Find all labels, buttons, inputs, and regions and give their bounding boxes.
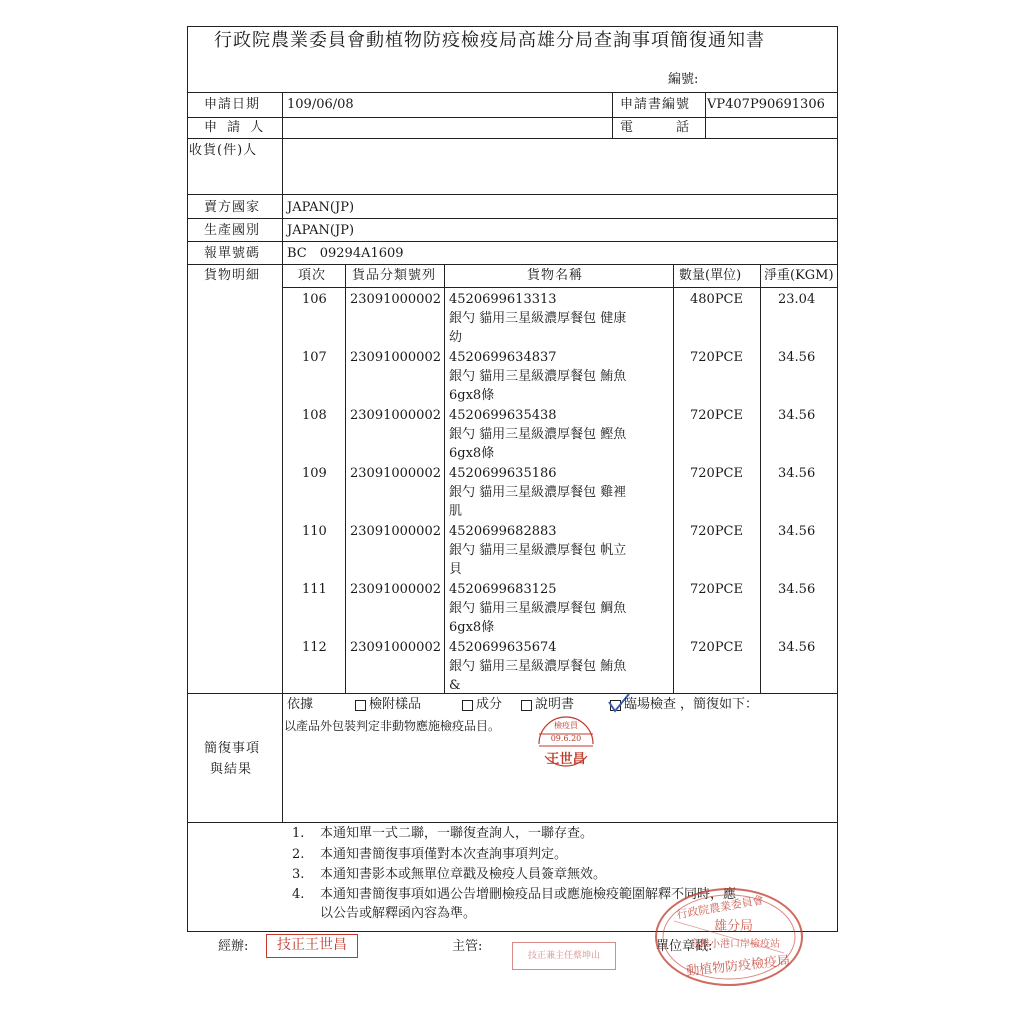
row-quantity: 720PCE <box>690 466 743 481</box>
checkbox-ingredients[interactable] <box>462 700 473 711</box>
row-item: 109 <box>302 466 327 481</box>
row-net-weight: 34.56 <box>778 350 816 365</box>
note-text: 本通知書簡復事項如遇公告增刪檢疫品目或應施檢疫範圍解釋不同時，應 <box>320 887 737 902</box>
row-name-line: 銀勺 貓用三星級濃厚餐包 鮪魚 <box>449 659 627 674</box>
form-number-value: VP407P90691306 <box>707 97 825 112</box>
note-number: 4. <box>292 887 305 902</box>
row-net-weight: 34.56 <box>778 408 816 423</box>
row-name-line: 4520699635438 <box>449 408 557 423</box>
row-net-weight: 34.56 <box>778 466 816 481</box>
date-stamp-name: 王世昌 <box>546 752 586 767</box>
row-quantity: 720PCE <box>690 350 743 365</box>
row-name-line: 貝 <box>449 562 463 577</box>
row-name-line: 6gx8條 <box>449 620 495 635</box>
note-text: 本通知書簡復事項僅對本次查詢事項判定。 <box>320 847 568 862</box>
row-net-weight: 34.56 <box>778 582 816 597</box>
row-item: 111 <box>302 582 327 597</box>
rule <box>760 264 761 693</box>
note-number: 2. <box>292 847 305 862</box>
seal-line: 高雄小港口岸檢疫站 <box>690 939 780 950</box>
rule <box>187 92 838 93</box>
row-name-line: 6gx8條 <box>449 446 495 461</box>
note-text-continued: 以公告或解釋函內容為準。 <box>320 906 477 921</box>
row-name-line: 銀勺 貓用三星級濃厚餐包 鰹魚 <box>449 427 627 442</box>
row-item: 112 <box>302 640 327 655</box>
rule <box>612 92 613 138</box>
rule <box>187 693 838 694</box>
row-quantity: 720PCE <box>690 524 743 539</box>
rule <box>282 287 838 288</box>
row-hs-code: 23091000002 <box>350 292 441 307</box>
row-name-line: 4520699635674 <box>449 640 557 655</box>
checkbox-manual-label: 說明書 <box>535 697 575 712</box>
row-hs-code: 23091000002 <box>350 466 441 481</box>
row-item: 110 <box>302 524 327 539</box>
apply-date-value: 109/06/08 <box>287 97 354 112</box>
row-name-line: 銀勺 貓用三星級濃厚餐包 鯛魚 <box>449 601 627 616</box>
row-name-line: 4520699683125 <box>449 582 557 597</box>
row-name-line: 肌 <box>449 504 463 519</box>
handler-stamp <box>266 934 358 958</box>
seller-country-label: 賣方國家 <box>204 200 261 215</box>
rule <box>187 218 838 219</box>
column-header-hs-code: 貨品分類號列 <box>352 268 437 283</box>
supervisor-stamp-text: 技正兼主任蔡坤山 <box>527 951 600 961</box>
rule <box>187 264 838 265</box>
row-hs-code: 23091000002 <box>350 350 441 365</box>
row-hs-code: 23091000002 <box>350 408 441 423</box>
rule <box>673 264 674 693</box>
row-hs-code: 23091000002 <box>350 582 441 597</box>
row-name-line: 4520699613313 <box>449 292 557 307</box>
applicant-label: 申 請 人 <box>204 120 267 135</box>
basis-label: 依據 <box>287 697 314 712</box>
note-number: 1. <box>292 826 305 841</box>
row-name-line: & <box>449 678 461 693</box>
handler-label: 經辦: <box>218 939 249 954</box>
row-item: 106 <box>302 292 327 307</box>
checkbox-sample-label: 檢附樣品 <box>369 697 422 712</box>
row-item: 108 <box>302 408 327 423</box>
rule <box>444 264 445 693</box>
note-text: 本通知單一式二聯，一聯復查詢人，一聯存查。 <box>320 826 594 841</box>
row-quantity: 480PCE <box>690 292 743 307</box>
row-name-line: 銀勺 貓用三星級濃厚餐包 健康 <box>449 311 627 326</box>
seal-line: 行政院農業委員會 <box>675 893 765 922</box>
rule <box>187 117 838 118</box>
goods-detail-label: 貨物明細 <box>204 268 261 283</box>
checkbox-sample[interactable] <box>355 700 366 711</box>
column-header-item: 項次 <box>298 268 327 283</box>
origin-country-value: JAPAN(JP) <box>287 223 355 238</box>
row-name-line: 4520699682883 <box>449 524 557 539</box>
date-stamp-date: 09.6.20 <box>550 734 582 743</box>
note-text: 本通知書影本或無單位章戳及檢疫人員簽章無效。 <box>320 867 607 882</box>
reply-section-label-2: 與結果 <box>210 762 253 777</box>
row-hs-code: 23091000002 <box>350 524 441 539</box>
inspector-date-stamp <box>535 714 597 774</box>
seal-line: 雄分局 <box>714 919 754 934</box>
note-number: 3. <box>292 867 305 882</box>
row-hs-code: 23091000002 <box>350 640 441 655</box>
rule <box>187 138 838 139</box>
reply-suffix: ，簡復如下： <box>680 697 759 712</box>
apply-date-label: 申請日期 <box>204 97 261 112</box>
row-quantity: 720PCE <box>690 640 743 655</box>
reply-section-label: 簡復事項 <box>204 741 261 756</box>
row-item: 107 <box>302 350 327 365</box>
seller-country-value: JAPAN(JP) <box>287 200 355 215</box>
rule <box>187 822 838 823</box>
column-header-quantity: 數量(單位) <box>679 268 742 283</box>
form-number-label: 申請書編號 <box>620 97 691 112</box>
declaration-number-label: 報單號碼 <box>204 246 261 261</box>
rule <box>187 241 838 242</box>
declaration-number-value: BC 09294A1609 <box>287 246 404 261</box>
checkbox-manual[interactable] <box>521 700 532 711</box>
serial-number-label: 編號: <box>668 72 699 87</box>
date-stamp-top: 檢疫員 <box>554 721 578 730</box>
column-header-goods-name: 貨物名稱 <box>527 268 584 283</box>
row-quantity: 720PCE <box>690 408 743 423</box>
row-name-line: 銀勺 貓用三星級濃厚餐包 帆立 <box>449 543 627 558</box>
row-name-line: 幼 <box>449 330 463 345</box>
column-header-net-weight: 淨重(KGM) <box>764 268 834 283</box>
unit-seal-label: 單位章戳: <box>656 939 713 954</box>
checkbox-onsite-inspection-label: 臨場檢查 <box>624 697 677 712</box>
document-title: 行政院農業委員會動植物防疫檢疫局高雄分局查詢事項簡復通知書 <box>214 30 765 51</box>
row-net-weight: 34.56 <box>778 640 816 655</box>
rule <box>345 264 346 693</box>
official-seal <box>654 887 804 987</box>
rule <box>282 92 283 822</box>
checkbox-ingredients-label: 成分 <box>476 697 503 712</box>
row-name-line: 6gx8條 <box>449 388 495 403</box>
consignee-label: 收貨(件)人 <box>189 143 258 158</box>
supervisor-label: 主管: <box>452 939 483 954</box>
reply-result-text: 以產品外包裝判定非動物應施檢疫品目。 <box>284 719 501 733</box>
row-net-weight: 23.04 <box>778 292 816 307</box>
supervisor-stamp <box>512 942 616 970</box>
row-net-weight: 34.56 <box>778 524 816 539</box>
origin-country-label: 生產國別 <box>204 223 261 238</box>
phone-label: 電 話 <box>620 120 691 135</box>
rule <box>705 92 706 138</box>
row-quantity: 720PCE <box>690 582 743 597</box>
seal-line: 動植物防疫檢疫局 <box>685 953 791 980</box>
row-name-line: 銀勺 貓用三星級濃厚餐包 雞裡 <box>449 485 627 500</box>
handler-stamp-text: 技正王世昌 <box>277 937 347 953</box>
row-name-line: 4520699634837 <box>449 350 557 365</box>
row-name-line: 銀勺 貓用三星級濃厚餐包 鮪魚 <box>449 369 627 384</box>
rule <box>187 194 838 195</box>
row-name-line: 4520699635186 <box>449 466 557 481</box>
